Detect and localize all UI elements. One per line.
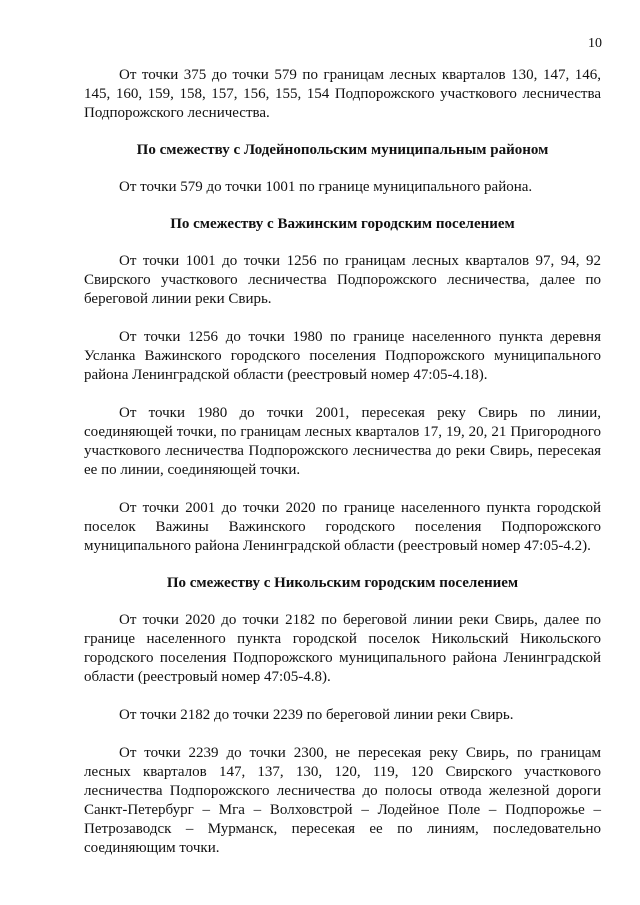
paragraph-boundary-2239-2300: От точки 2239 до точки 2300, не пересекая реку Свирь, по границам лесных кварталов 147, 137, 130, 120, 119, 120 Свирского участкового лесничества Подпорожского лесничества до полосы отвода железной дороги Санкт-Петербург – Мга – Волховстрой – Лодейное Поле – Подпорожье – Петрозаводск – Мурманск, пересекая ее по линиям, последовательно соединяющим точки. bbox=[84, 745, 601, 856]
section-heading-vazhinskoe: По смежеству с Важинским городским поселением bbox=[170, 216, 515, 232]
page-number: 10 bbox=[588, 36, 602, 51]
paragraph-boundary-2001-2020: От точки 2001 до точки 2020 по границе населенного пункта городской поселок Важины Важинского городского поселения Подпорожского муниципального района Ленинградской области (реестровый номер 47:05-4.2). bbox=[84, 500, 601, 554]
document-body bbox=[84, 66, 601, 858]
section-heading-lodeynopolsky: По смежеству с Лодейнопольским муниципальным районом bbox=[136, 142, 549, 158]
paragraph-boundary-2020-2182: От точки 2020 до точки 2182 по береговой линии реки Свирь, далее по границе населенного пункта городской поселок Никольский Никольского городского поселения Подпорожского муниципального района Ленинградской области (реестровый номер 47:05-4.8). bbox=[84, 612, 601, 685]
paragraph-boundary-579-1001: От точки 579 до точки 1001 по границе муниципального района. bbox=[119, 179, 533, 195]
paragraph-boundary-1256-1980: От точки 1256 до точки 1980 по границе населенного пункта деревня Усланка Важинского городского поселения Подпорожского муниципального района Ленинградской области (реестровый номер 47:05-4.18). bbox=[84, 329, 601, 383]
section-heading-nikolskoe: По смежеству с Никольским городским поселением bbox=[166, 575, 519, 591]
paragraph-boundary-1980-2001: От точки 1980 до точки 2001, пересекая реку Свирь по линии, соединяющей точки, по границам лесных кварталов 17, 19, 20, 21 Пригородного участкового лесничества Подпорожского лесничества до реки Свирь, пересекая ее по линии, соединяющей точки. bbox=[84, 405, 601, 478]
paragraph-boundary-375-579: От точки 375 до точки 579 по границам лесных кварталов 130, 147, 146, 145, 160, 159, 158, 157, 156, 155, 154 Подпорожского участкового лесничества Подпорожского лесничества. bbox=[84, 67, 601, 121]
paragraph-boundary-2182-2239: От точки 2182 до точки 2239 по береговой линии реки Свирь. bbox=[119, 707, 514, 723]
paragraph-boundary-1001-1256: От точки 1001 до точки 1256 по границам лесных кварталов 97, 94, 92 Свирского участкового лесничества Подпорожского лесничества, далее по береговой линии реки Свирь. bbox=[84, 253, 601, 307]
